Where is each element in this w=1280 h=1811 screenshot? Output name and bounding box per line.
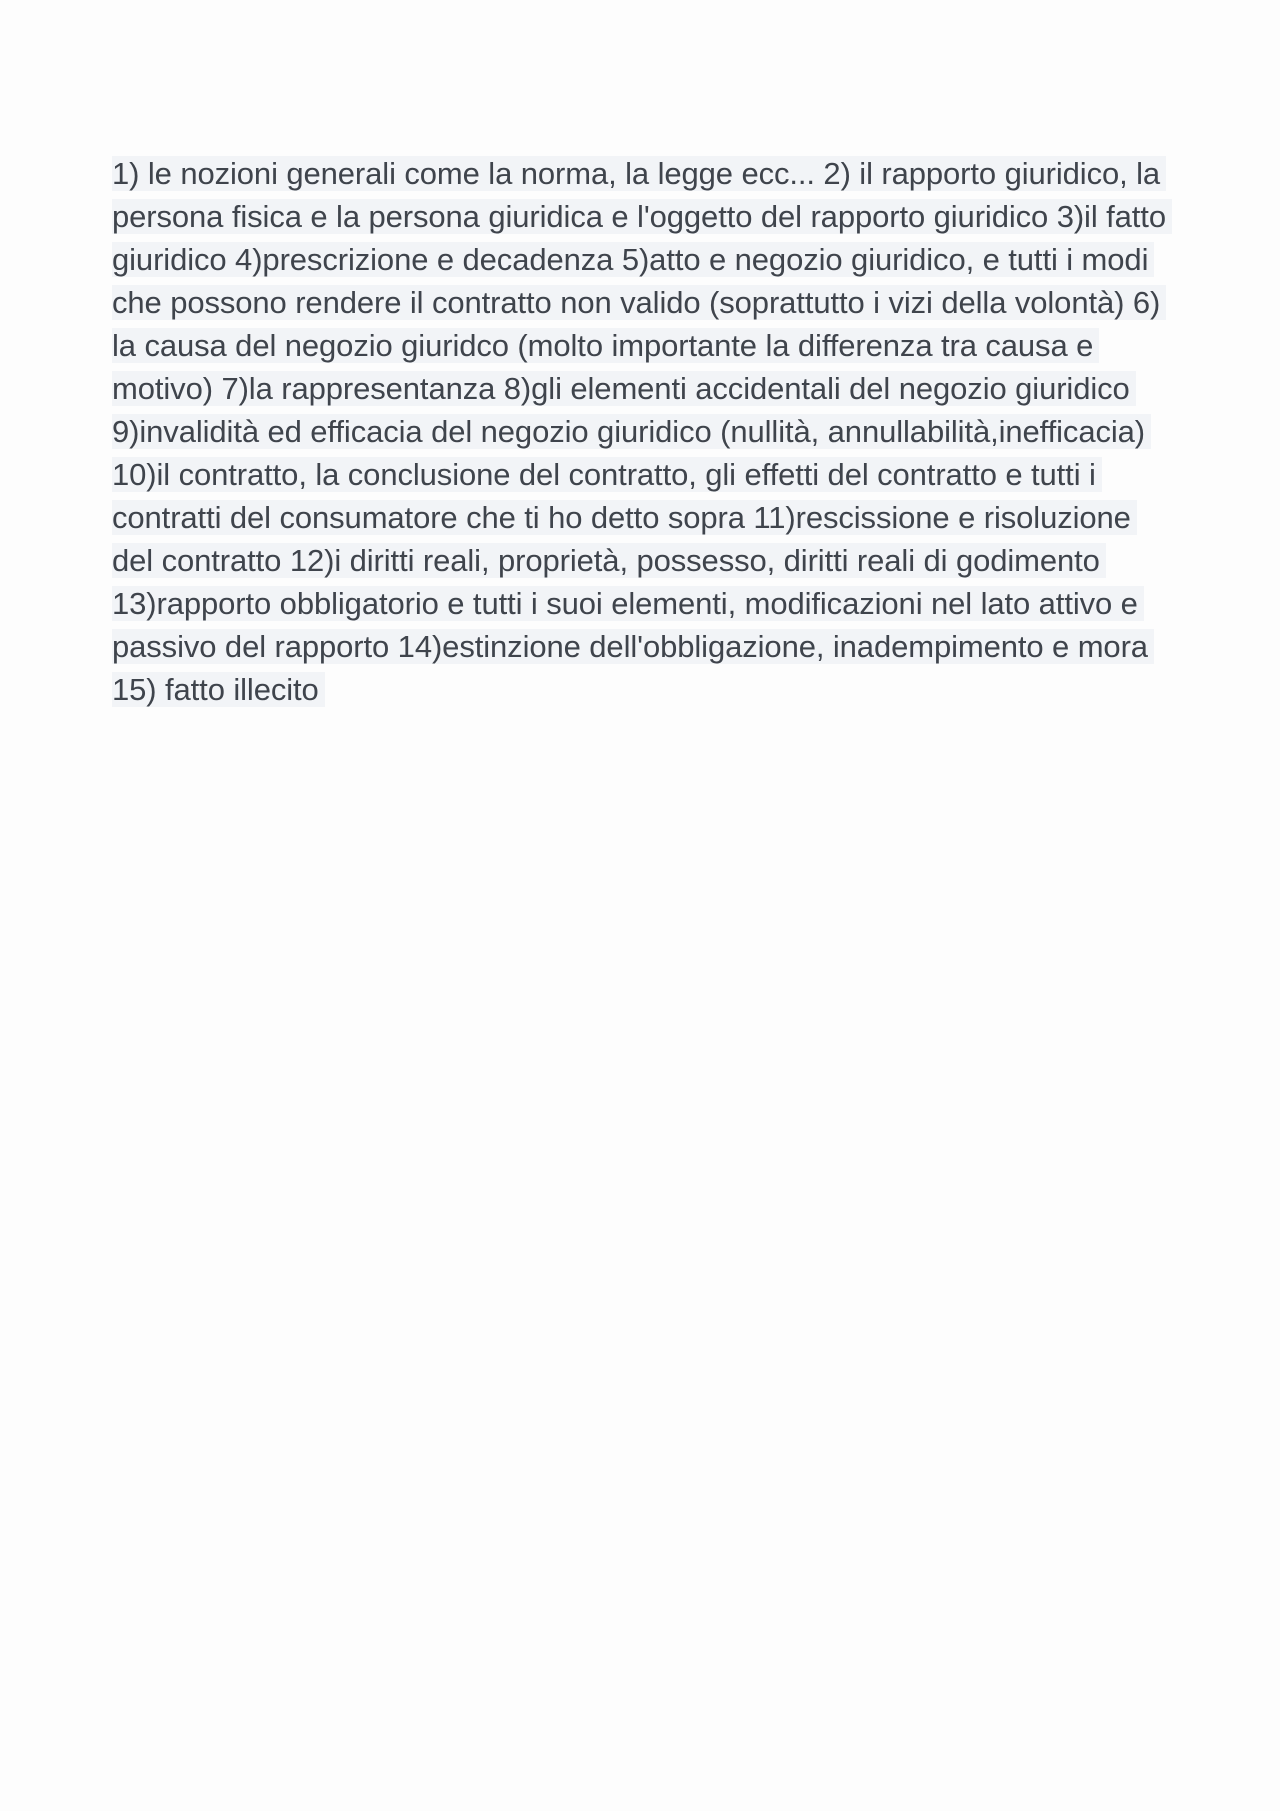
- text-line: 15) fatto illecito: [112, 668, 1172, 711]
- text-line: 10)il contratto, la conclusione del contratto, gli effetti del contratto e tutti i: [112, 453, 1172, 496]
- text-line: persona fisica e la persona giuridica e l'oggetto del rapporto giuridico 3)il fatto: [112, 195, 1172, 238]
- text-line: la causa del negozio giuridco (molto importante la differenza tra causa e: [112, 324, 1172, 367]
- body-text: [112, 152, 1172, 711]
- text-line: del contratto 12)i diritti reali, proprietà, possesso, diritti reali di godimento: [112, 539, 1172, 582]
- text-line: 13)rapporto obbligatorio e tutti i suoi elementi, modificazioni nel lato attivo e: [112, 582, 1172, 625]
- text-line: giuridico 4)prescrizione e decadenza 5)atto e negozio giuridico, e tutti i modi: [112, 238, 1172, 281]
- text-line: 9)invalidità ed efficacia del negozio giuridico (nullità, annullabilità,inefficacia): [112, 410, 1172, 453]
- text-line: passivo del rapporto 14)estinzione dell'obbligazione, inadempimento e mora: [112, 625, 1172, 668]
- text-line: 1) le nozioni generali come la norma, la legge ecc... 2) il rapporto giuridico, la: [112, 152, 1172, 195]
- text-line: che possono rendere il contratto non valido (soprattutto i vizi della volontà) 6): [112, 281, 1172, 324]
- text-line: motivo) 7)la rappresentanza 8)gli elementi accidentali del negozio giuridico: [112, 367, 1172, 410]
- text-line: contratti del consumatore che ti ho detto sopra 11)rescissione e risoluzione: [112, 496, 1172, 539]
